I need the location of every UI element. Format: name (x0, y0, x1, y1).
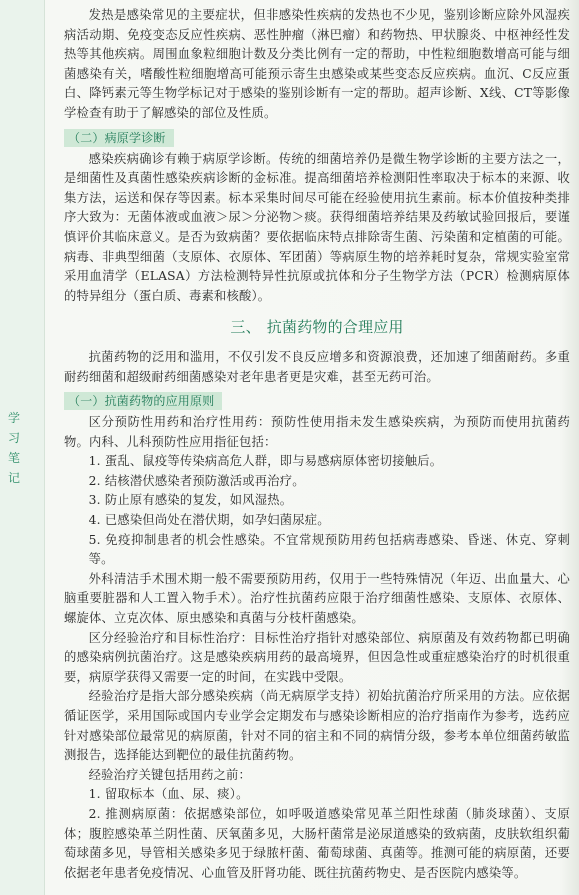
section-title: 抗菌药物的合理应用 (266, 318, 404, 337)
paragraph-empiric: 区分经验治疗和目标性治疗：目标性治疗指针对感染部位、病原菌及有效药物都已明确的感染病例抗菌治疗。这是感染疾病用药的最高境界，但因急性或重症感染治疗的时机很重要，病原学获得又需要一定的时间，在实践中受限。 (64, 630, 570, 684)
margin-sidebar (0, 0, 45, 895)
section-heading (64, 318, 570, 338)
list-item: 3. 防止原有感染的复发，如风湿热。 (88, 493, 293, 508)
subheading-principles: （一）抗菌药物的应用原则 (64, 392, 222, 410)
list-item: 4. 已感染但尚处在潜伏期，如孕妇菌尿症。 (88, 513, 330, 528)
list-item: 1. 蛋乱、鼠疫等传染病高危人群，即与易感病原体密切接触后。 (88, 454, 443, 469)
paragraph-keys: 经验治疗关键包括用药之前： (88, 767, 252, 782)
paragraph-prevent: 区分预防性用药和治疗性用药：预防性使用指未发生感染疾病，为预防而使用抗菌药物。内科、儿科预防性应用指征包括： (64, 415, 570, 449)
paragraph-surgery: 外科清洁手术围术期一般不需要预防用药，仅用于一些特殊情况（年迈、出血量大、心脑重要脏器和人工置入物手术）。治疗性抗菌药应限于治疗细菌性感染、支原体、衣原体、螺旋体、立克次体、原虫感染和真菌与分枝杆菌感染。 (64, 571, 570, 626)
study-notes-label: 学习笔记 (7, 411, 20, 485)
list-item: 1. 留取标本（血、尿、痰）。 (88, 787, 249, 802)
list-item: 2. 结核潜伏感染者预防激活或再治疗。 (88, 473, 305, 488)
subheading-pathogen-diagnosis: （二）病原学诊断 (64, 129, 174, 147)
text-body (64, 6, 570, 883)
list-item: 5. 免疫抑制患者的机会性感染。不宜常规预防用药包括病毒感染、昏迷、休克、穿刺等。 (88, 532, 570, 567)
paragraph-fever: 发热是感染常见的主要症状，但非感染性疾病的发热也不少见，鉴别诊断应除外风湿疾病活动期、免疫变态反应性疾病、恶性肿瘤（淋巴瘤）和药物热、甲状腺炎、中枢神经性发热等其他疾病。周围血象粒细胞计数及分类比例有一定的帮助，中性粒细胞数增高可能与细菌感染有关，嗜酸性粒细胞增高可能预示寄生虫感染或某些变态反应疾病。血沉、C反应蛋白、降钙素元等生物学标记对于感染的鉴别诊断有一定的帮助。超声诊断、X线、CT等影像学检查有助于了解感染的部位及性质。 (64, 8, 570, 120)
list-item: 2. 推测病原菌：依据感染部位，如呼吸道感染常见革兰阳性球菌（肺炎球菌）、支原体；腹腔感染革兰阴性菌、厌氧菌多见，大肠杆菌常是泌尿道感染的致病菌，皮肤软组织葡萄球菌多见，导管相关感染多见于绿脓杆菌、葡萄球菌、真菌等。推测可能的病原菌，还要依据老年患者免疫情况、心血管及肝肾功能、既往抗菌药物史、是否医院内感染等。 (64, 806, 570, 880)
paragraph-intro: 抗菌药物的泛用和滥用，不仅引发不良反应增多和资源浪费，还加速了细菌耐药。多重耐药细菌和超级耐药细菌感染对老年患者更是灾难，甚至无药可治。 (64, 349, 570, 384)
paragraph-empiric-2: 经验治疗是指大部分感染疾病（尚无病原学支持）初始抗菌治疗所采用的方法。应依据循证医学，采用国际或国内专业学会定期发布与感染诊断相应的治疗指南作为参考，选药应针对感染部位最常见的病原菌，针对不同的宿主和不同的病情分级，参考本单位细菌药敏监测报告，选择能达到靶位的最佳抗菌药物。 (64, 689, 570, 763)
section-number: 三、 (230, 318, 261, 337)
paragraph-pathogen: 感染疾病确诊有赖于病原学诊断。传统的细菌培养仍是微生物学诊断的主要方法之一，是细菌性及真菌性感染疾病诊断的金标准。提高细菌培养检测阳性率取决于标本的来源、收集方法，运送和保存等因素。标本采集时间尽可能在经验使用抗生素前。标本价值按种类排序大致为：无菌体液或血液＞尿＞分泌物＞痰。获得细菌培养结果及药敏试验回报后，要谨慎评价其临床意义。是否为致病菌？要依据临床特点排除寄生菌、污染菌和定植菌的可能。病毒、非典型细菌（支原体、衣原体、军团菌）等病原生物的培养耗时复杂，常规实验室常采用血清学（ELASA）方法检测特异性抗原或抗体和分子生物学方法（PCR）检测病原体的特异组分（蛋白质、毒素和核酸）。 (64, 151, 570, 303)
